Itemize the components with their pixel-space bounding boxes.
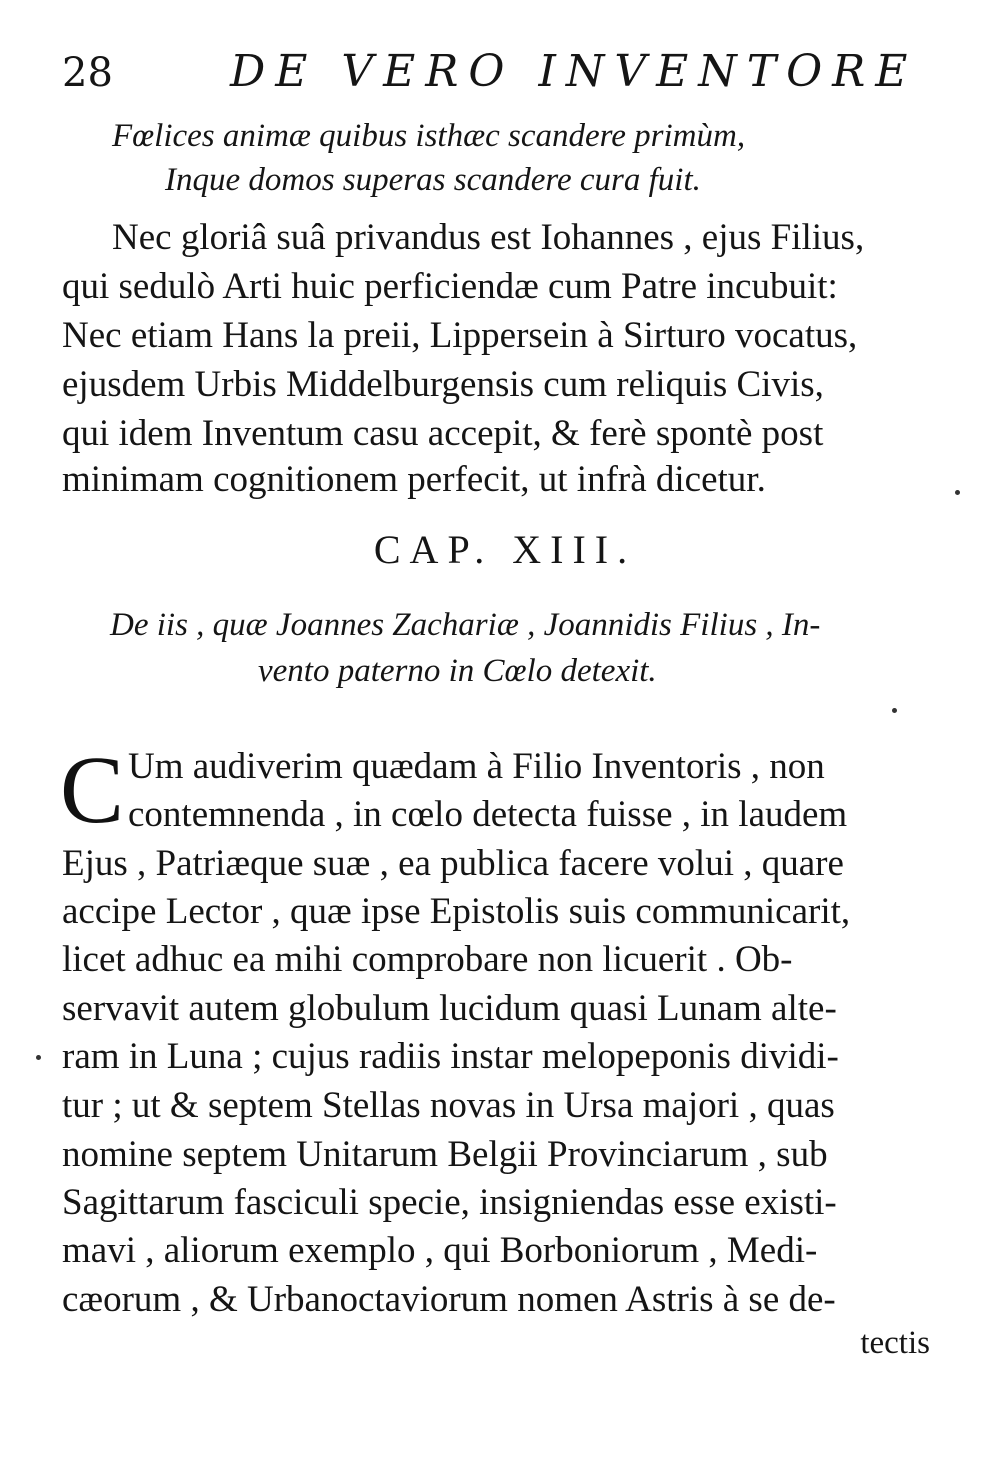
- running-title: DE VERO INVENTORE: [230, 46, 918, 97]
- catchword: tectis: [860, 1325, 930, 1361]
- ink-speck: [892, 708, 897, 713]
- page-header: [62, 46, 918, 106]
- text-line: ejusdem Urbis Middelburgensis cum reliquis Civis,: [62, 364, 824, 405]
- text-line: servavit autem globulum lucidum quasi Lunam alte-: [62, 988, 837, 1029]
- ink-speck: [36, 1055, 41, 1060]
- text-line: Um audiverim quædam à Filio Inventoris , non: [128, 746, 825, 787]
- text-line: cæorum , & Urbanoctaviorum nomen Astris à se de-: [62, 1279, 836, 1320]
- text-line: Nec gloriâ suâ privandus est Iohannes , ejus Filius,: [112, 217, 865, 258]
- chapter-heading: CAP. XIII.: [373, 527, 637, 572]
- drop-cap: C: [60, 736, 125, 843]
- text-line: nomine septem Unitarum Belgii Provinciarum , sub: [62, 1134, 828, 1175]
- text-line: qui sedulò Arti huic perficiendæ cum Patre incubuit:: [62, 266, 838, 307]
- verse-line: Inque domos superas scandere cura fuit.: [165, 162, 701, 198]
- chapter-subtitle-line: vento paterno in Cœlo detexit.: [258, 653, 657, 689]
- text-line: licet adhuc ea mihi comprobare non licuerit . Ob-: [62, 939, 793, 980]
- ink-speck: [955, 490, 960, 495]
- text-line: accipe Lector , quæ ipse Epistolis suis communicarit,: [62, 891, 851, 932]
- text-line: Sagittarum fasciculi specie, insigniendas esse existi-: [62, 1182, 837, 1223]
- page-number: 28: [62, 50, 113, 96]
- text-line: Nec etiam Hans la preii, Lippersein à Sirturo vocatus,: [62, 315, 858, 356]
- text-line: minimam cognitionem perfecit, ut infrà dicetur.: [62, 459, 766, 500]
- text-line: tur ; ut & septem Stellas novas in Ursa majori , quas: [62, 1085, 835, 1126]
- text-line: contemnenda , in cœlo detecta fuisse , in laudem: [128, 794, 848, 835]
- text-line: ram in Luna ; cujus radiis instar melopeponis dividi-: [62, 1036, 839, 1077]
- verse-line: Fœlices animæ quibus isthæc scandere primùm,: [112, 118, 746, 154]
- chapter-subtitle-line: De iis , quæ Joannes Zachariæ , Joannidis Filius , In-: [110, 607, 821, 643]
- text-line: qui idem Inventum casu accepit, & ferè spontè post: [62, 413, 824, 454]
- text-line: mavi , aliorum exemplo , qui Borboniorum , Medi-: [62, 1230, 818, 1271]
- text-line: Ejus , Patriæque suæ , ea publica facere volui , quare: [62, 843, 844, 884]
